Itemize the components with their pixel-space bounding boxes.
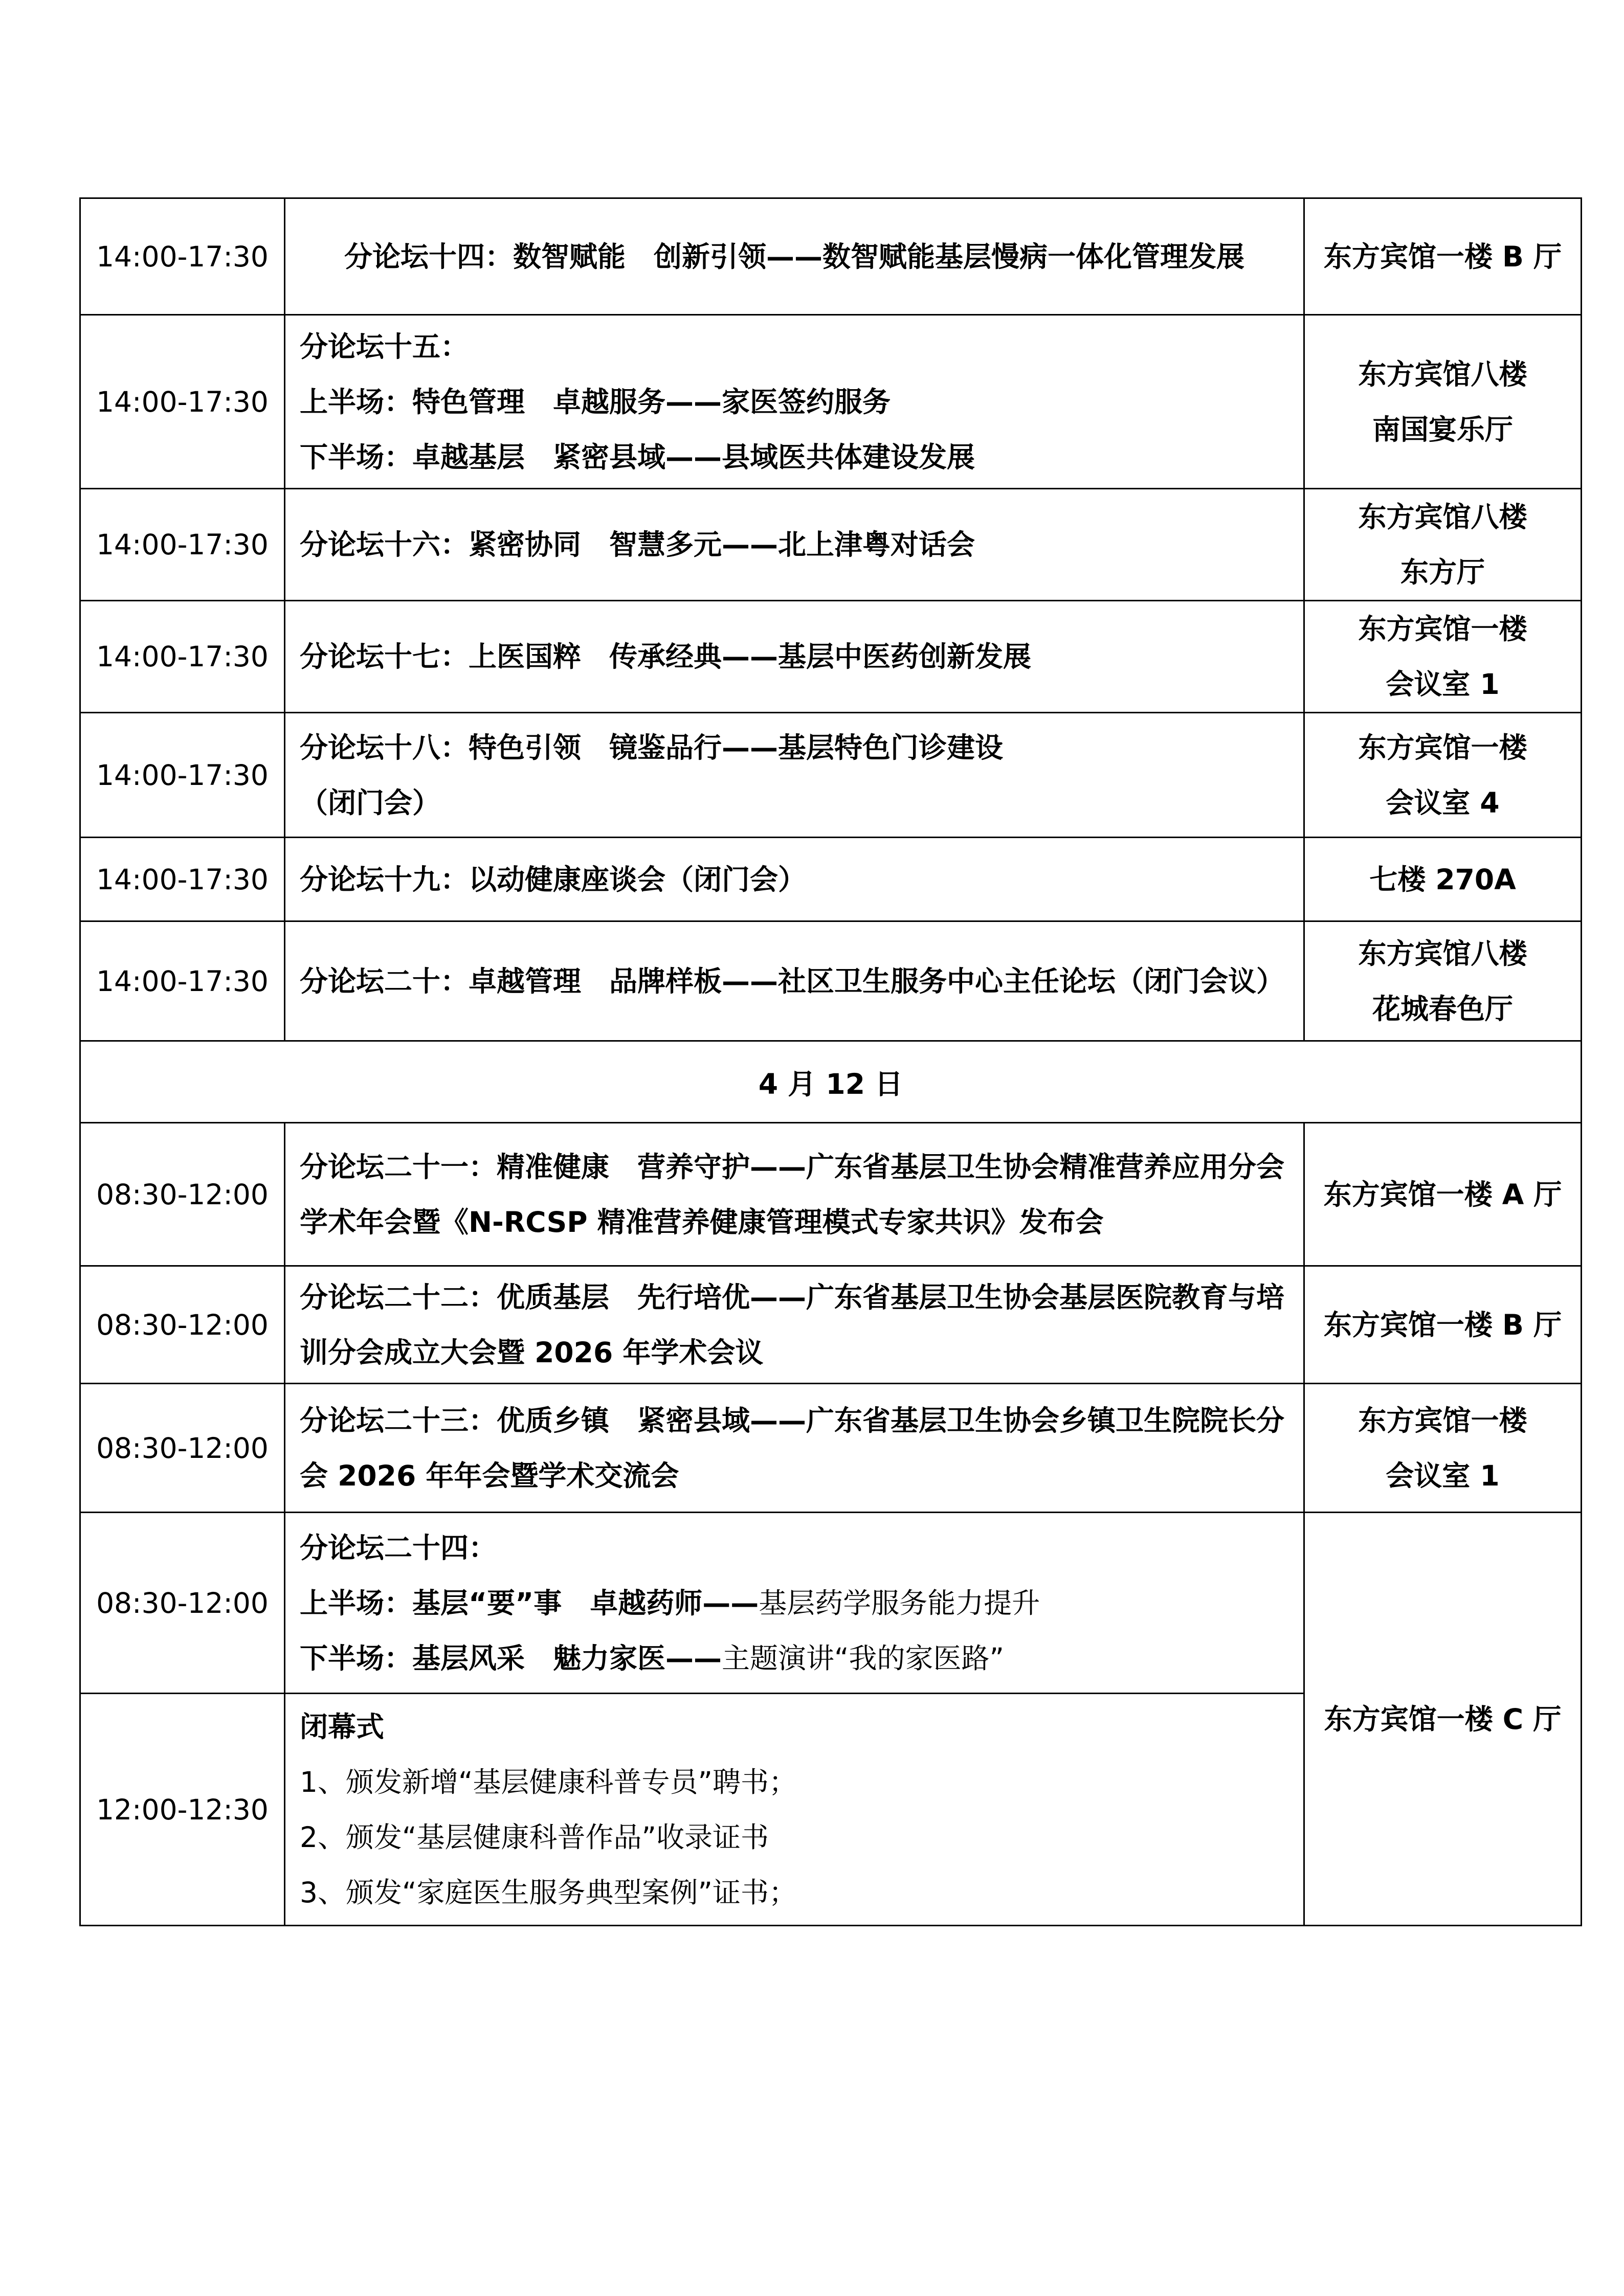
table-row bbox=[80, 489, 1582, 601]
closing-ceremony-title: 闭幕式 bbox=[300, 1710, 385, 1743]
time-cell: 08:30-12:00 bbox=[80, 1266, 285, 1384]
forum-cell bbox=[285, 1123, 1304, 1266]
venue-room: 会议室 4 bbox=[1386, 786, 1500, 819]
forum-cell: 分论坛十九：以动健康座谈会（闭门会） bbox=[285, 838, 1304, 921]
first-half-topic: 基层药学服务能力提升 bbox=[759, 1586, 1040, 1619]
ceremony-item: 1、颁发新增“基层健康科普专员”聘书； bbox=[300, 1765, 797, 1798]
venue-building: 东方宾馆八楼 bbox=[1358, 937, 1527, 970]
forum-cell bbox=[285, 315, 1304, 489]
forum-cell bbox=[285, 713, 1304, 838]
venue-cell bbox=[1304, 713, 1582, 838]
first-half-session bbox=[300, 1575, 1289, 1631]
time-cell: 14:00-17:30 bbox=[80, 838, 285, 921]
schedule-table bbox=[79, 197, 1582, 1926]
table-row bbox=[80, 1384, 1582, 1513]
forum-cell: 分论坛十六：紧密协同 智慧多元——北上津粤对话会 bbox=[285, 489, 1304, 601]
time-cell: 14:00-17:30 bbox=[80, 198, 285, 315]
venue-building: 东方宾馆八楼 bbox=[1358, 501, 1527, 533]
forum-title: 分论坛二十一：精准健康 营养守护——广东省基层卫生协会精准营养应用分会学术年会暨《N-RCSP 精准营养健康管理模式专家共识》发布会 bbox=[300, 1150, 1285, 1239]
first-half-heading: 上半场：基层“要”事 卓越药师—— bbox=[300, 1586, 759, 1619]
venue-cell: 七楼 270A bbox=[1304, 838, 1582, 921]
venue-cell: 东方宾馆一楼 A 厅 bbox=[1304, 1123, 1582, 1266]
second-half-topic: 主题演讲“我的家医路” bbox=[722, 1641, 1005, 1675]
venue-building: 东方宾馆一楼 bbox=[1358, 613, 1527, 645]
forum-title: 分论坛二十二：优质基层 先行培优——广东省基层卫生协会基层医院教育与培训分会成立大会暨 2026 年学术会议 bbox=[300, 1280, 1285, 1369]
date-header: 4 月 12 日 bbox=[80, 1041, 1582, 1123]
venue-building: 东方宾馆一楼 bbox=[1358, 731, 1527, 764]
venue-cell bbox=[1304, 601, 1582, 713]
time-cell: 14:00-17:30 bbox=[80, 601, 285, 713]
time-cell: 08:30-12:00 bbox=[80, 1384, 285, 1513]
table-row bbox=[80, 713, 1582, 838]
venue-cell bbox=[1304, 489, 1582, 601]
forum-cell bbox=[285, 1513, 1304, 1694]
forum-title: 分论坛二十：卓越管理 品牌样板——社区卫生服务中心主任论坛（闭门会议） bbox=[300, 964, 1285, 998]
forum-title: 分论坛十五： bbox=[300, 330, 469, 363]
forum-cell bbox=[285, 921, 1304, 1041]
time-cell: 14:00-17:30 bbox=[80, 921, 285, 1041]
forum-cell bbox=[285, 1266, 1304, 1384]
venue-cell: 东方宾馆一楼 C 厅 bbox=[1304, 1513, 1582, 1926]
second-half-session: 下半场：卓越基层 紧密县域——县域医共体建设发展 bbox=[300, 440, 975, 474]
venue-room: 会议室 1 bbox=[1386, 1459, 1500, 1492]
table-row bbox=[80, 838, 1582, 921]
table-row bbox=[80, 315, 1582, 489]
venue-room: 会议室 1 bbox=[1386, 668, 1500, 701]
venue-building: 东方宾馆一楼 bbox=[1358, 1404, 1527, 1437]
venue-building: 东方宾馆八楼 bbox=[1358, 357, 1527, 391]
forum-note: （闭门会） bbox=[300, 786, 441, 819]
venue-cell bbox=[1304, 315, 1582, 489]
forum-cell: 分论坛十四：数智赋能 创新引领——数智赋能基层慢病一体化管理发展 bbox=[285, 198, 1304, 315]
table-row bbox=[80, 198, 1582, 315]
date-header-row bbox=[80, 1041, 1582, 1123]
ceremony-item: 2、颁发“基层健康科普作品”收录证书 bbox=[300, 1820, 769, 1854]
venue-room: 花城春色厅 bbox=[1372, 992, 1513, 1025]
table-row bbox=[80, 921, 1582, 1041]
time-cell: 08:30-12:00 bbox=[80, 1513, 285, 1694]
time-cell: 08:30-12:00 bbox=[80, 1123, 285, 1266]
second-half-session bbox=[300, 1631, 1289, 1686]
forum-title: 分论坛二十四： bbox=[300, 1531, 497, 1564]
second-half-heading: 下半场：基层风采 魅力家医—— bbox=[300, 1641, 722, 1675]
ceremony-item: 3、颁发“家庭医生服务典型案例”证书； bbox=[300, 1876, 797, 1909]
forum-title: 分论坛二十三：优质乡镇 紧密县域——广东省基层卫生协会乡镇卫生院院长分会 2026 年年会暨学术交流会 bbox=[300, 1404, 1285, 1492]
venue-cell bbox=[1304, 1384, 1582, 1513]
first-half-session: 上半场：特色管理 卓越服务——家医签约服务 bbox=[300, 385, 891, 418]
venue-cell bbox=[1304, 921, 1582, 1041]
time-cell: 14:00-17:30 bbox=[80, 489, 285, 601]
time-cell: 14:00-17:30 bbox=[80, 315, 285, 489]
table-row bbox=[80, 1123, 1582, 1266]
venue-room: 南国宴乐厅 bbox=[1372, 413, 1513, 446]
time-cell: 12:00-12:30 bbox=[80, 1694, 285, 1926]
forum-cell bbox=[285, 1694, 1304, 1926]
forum-cell: 分论坛十七：上医国粹 传承经典——基层中医药创新发展 bbox=[285, 601, 1304, 713]
time-cell: 14:00-17:30 bbox=[80, 713, 285, 838]
table-row bbox=[80, 1266, 1582, 1384]
venue-cell: 东方宾馆一楼 B 厅 bbox=[1304, 1266, 1582, 1384]
venue-room: 东方厅 bbox=[1400, 556, 1485, 589]
forum-cell bbox=[285, 1384, 1304, 1513]
forum-title: 分论坛十八：特色引领 镜鉴品行——基层特色门诊建设 bbox=[300, 731, 1004, 764]
table-row bbox=[80, 1513, 1582, 1694]
venue-cell: 东方宾馆一楼 B 厅 bbox=[1304, 198, 1582, 315]
table-row bbox=[80, 601, 1582, 713]
